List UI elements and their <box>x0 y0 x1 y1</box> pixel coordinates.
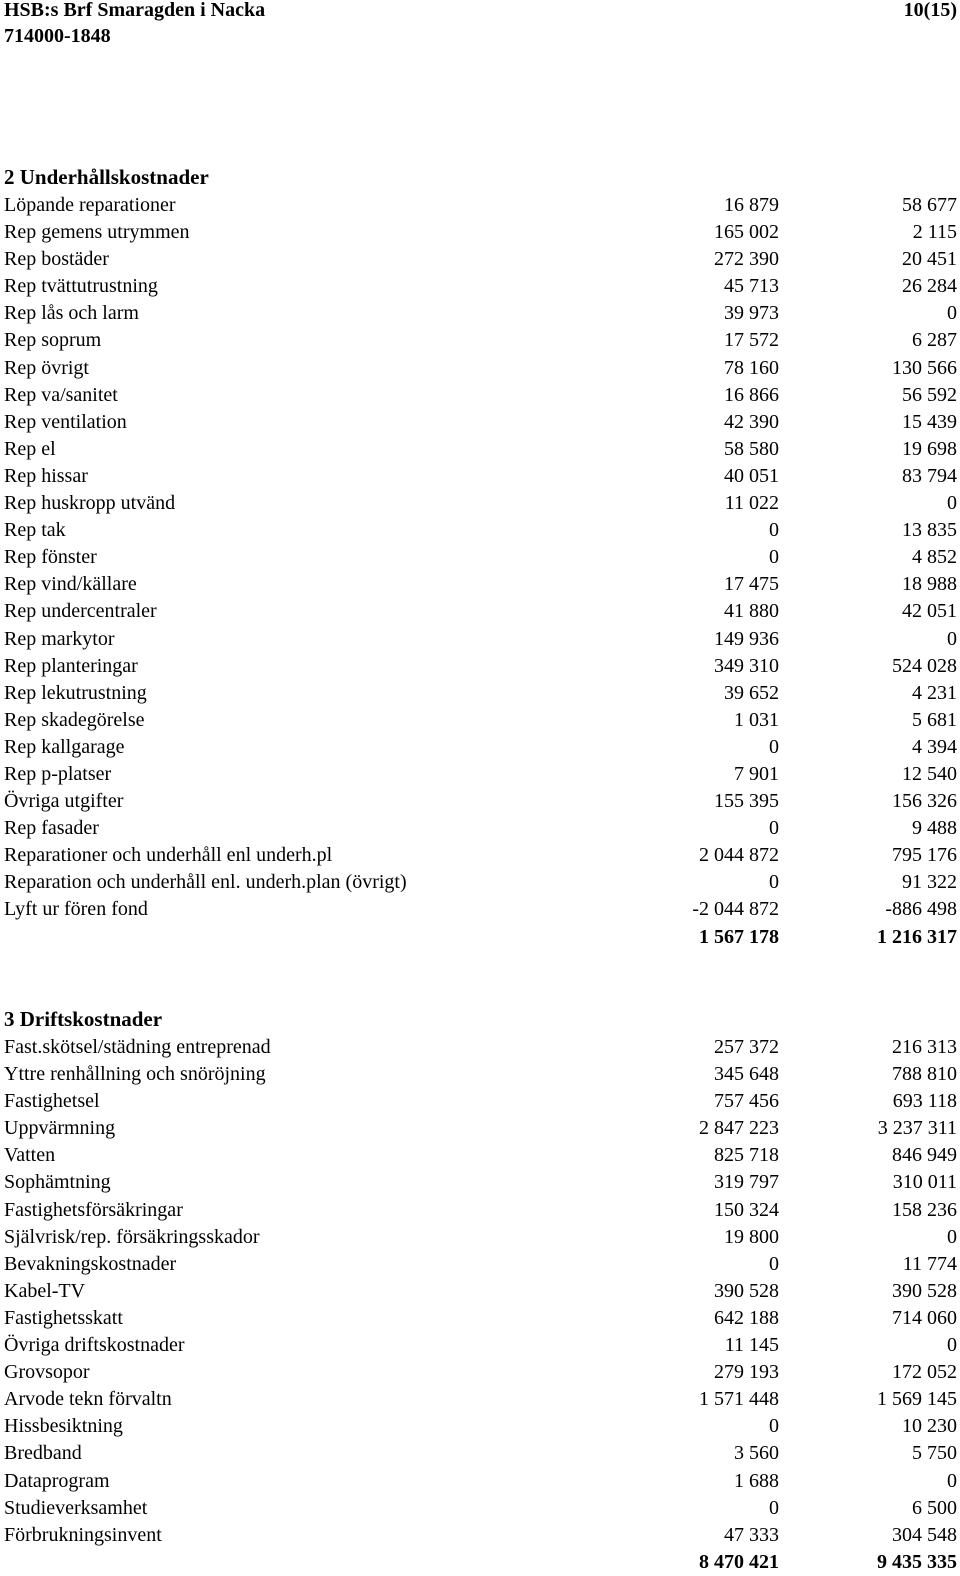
table-row <box>0 1088 960 1115</box>
current-year-value: 1 688 <box>734 1469 779 1492</box>
row-label: Självrisk/rep. försäkringsskador <box>4 1225 260 1248</box>
previous-year-value: 0 <box>947 1225 957 1248</box>
table-row <box>0 896 960 923</box>
previous-year-value: 42 051 <box>902 600 957 623</box>
row-label: Fastighetsel <box>4 1090 100 1113</box>
row-label: Rep huskropp utvänd <box>4 492 176 515</box>
table-row <box>0 571 960 598</box>
current-year-value: 45 713 <box>724 275 779 298</box>
previous-year-value: 5 750 <box>912 1442 957 1465</box>
previous-year-value: 58 677 <box>902 194 957 216</box>
row-label: Reparationer och underhåll enl underh.pl <box>4 844 333 867</box>
current-year-value: 345 648 <box>714 1063 779 1086</box>
previous-year-value: 0 <box>947 492 957 515</box>
previous-year-value: 3 237 311 <box>877 1117 957 1140</box>
table-row <box>0 517 960 544</box>
current-year-value: 42 390 <box>724 410 779 433</box>
previous-year-value: 846 949 <box>892 1144 957 1167</box>
table-row <box>0 1224 960 1251</box>
previous-year-value: 13 835 <box>902 519 957 542</box>
current-year-value: 150 324 <box>714 1198 779 1221</box>
previous-year-total: 9 435 335 <box>877 1550 957 1573</box>
previous-year-value: 390 528 <box>892 1279 957 1302</box>
operations-rows <box>0 1034 960 1576</box>
previous-year-value: 130 566 <box>892 356 957 379</box>
previous-year-value: 4 231 <box>912 681 957 704</box>
table-row <box>0 436 960 463</box>
row-label: Dataprogram <box>4 1469 110 1492</box>
table-row <box>0 355 960 382</box>
table-row <box>0 1413 960 1440</box>
current-year-value: -2 044 872 <box>692 898 779 921</box>
table-row <box>0 300 960 327</box>
row-label: Fast.skötsel/städning entreprenad <box>4 1036 271 1058</box>
row-label: Bevakningskostnader <box>4 1252 177 1275</box>
table-row <box>0 1468 960 1495</box>
operating-costs-section <box>0 1004 960 1576</box>
previous-year-value: 11 774 <box>902 1252 957 1275</box>
row-label: Yttre renhållning och snöröjning <box>4 1063 266 1086</box>
current-year-value: 78 160 <box>724 356 779 379</box>
row-label: Uppvärmning <box>4 1117 116 1140</box>
row-label: Rep lås och larm <box>4 302 139 325</box>
current-year-value: 41 880 <box>724 600 779 623</box>
table-row <box>0 219 960 246</box>
row-label: Kabel-TV <box>4 1279 86 1302</box>
previous-year-value: 9 488 <box>912 817 957 840</box>
current-year-value: 17 572 <box>724 329 779 352</box>
table-row <box>0 1440 960 1467</box>
previous-year-value: -886 498 <box>885 898 957 921</box>
table-row <box>0 246 960 273</box>
current-year-value: 47 333 <box>724 1523 779 1546</box>
row-label: Rep tak <box>4 519 66 542</box>
maintenance-rows <box>0 192 960 951</box>
previous-year-total: 1 216 317 <box>877 925 957 948</box>
table-row <box>0 788 960 815</box>
row-label: Sophämtning <box>4 1171 111 1194</box>
current-year-total: 8 470 421 <box>699 1550 779 1573</box>
row-label: Rep vind/källare <box>4 573 137 596</box>
current-year-value: 155 395 <box>714 790 779 813</box>
previous-year-value: 795 176 <box>892 844 957 867</box>
table-row <box>0 1142 960 1169</box>
table-row <box>0 869 960 896</box>
row-label: Rep fasader <box>4 817 99 840</box>
current-year-value: 0 <box>769 1252 779 1275</box>
previous-year-value: 158 236 <box>892 1198 957 1221</box>
current-year-total: 1 567 178 <box>699 925 779 948</box>
table-row <box>0 815 960 842</box>
table-row <box>0 463 960 490</box>
current-year-value: 1 031 <box>734 708 779 731</box>
row-label: Rep undercentraler <box>4 600 157 623</box>
table-row <box>0 680 960 707</box>
row-label: Fastighetsförsäkringar <box>4 1198 183 1221</box>
table-row <box>0 192 960 219</box>
current-year-value: 58 580 <box>724 437 779 460</box>
previous-year-value: 91 322 <box>902 871 957 894</box>
current-year-value: 7 901 <box>734 762 779 785</box>
table-row <box>0 761 960 788</box>
table-row <box>0 1034 960 1061</box>
current-year-value: 0 <box>769 519 779 542</box>
table-row <box>0 707 960 734</box>
table-row <box>0 842 960 869</box>
total-row <box>0 924 960 951</box>
current-year-value: 319 797 <box>714 1171 779 1194</box>
table-row <box>0 1061 960 1088</box>
current-year-value: 1 571 448 <box>699 1388 779 1411</box>
table-row <box>0 598 960 625</box>
current-year-value: 149 936 <box>714 627 779 650</box>
page-number: 10(15) <box>903 0 957 21</box>
table-row <box>0 626 960 653</box>
maintenance-costs-section <box>0 162 960 951</box>
previous-year-value: 6 500 <box>912 1496 957 1519</box>
table-row <box>0 382 960 409</box>
previous-year-value: 4 394 <box>912 735 957 758</box>
previous-year-value: 310 011 <box>892 1171 957 1194</box>
current-year-value: 825 718 <box>714 1144 779 1167</box>
table-row <box>0 1278 960 1305</box>
row-label: Rep hissar <box>4 464 88 487</box>
row-label: Studieverksamhet <box>4 1496 148 1519</box>
row-label: Rep el <box>4 437 56 460</box>
table-row <box>0 1305 960 1332</box>
row-label: Rep tvättutrustning <box>4 275 158 298</box>
current-year-value: 257 372 <box>714 1036 779 1058</box>
previous-year-value: 19 698 <box>902 437 957 460</box>
current-year-value: 0 <box>769 871 779 894</box>
organization-name: HSB:s Brf Smaragden i Nacka <box>4 0 266 21</box>
current-year-value: 11 145 <box>724 1334 779 1357</box>
current-year-value: 279 193 <box>714 1361 779 1384</box>
previous-year-value: 12 540 <box>902 762 957 785</box>
current-year-value: 2 847 223 <box>699 1117 779 1140</box>
current-year-value: 0 <box>769 1496 779 1519</box>
previous-year-value: 5 681 <box>912 708 957 731</box>
row-label: Övriga driftskostnader <box>4 1334 185 1357</box>
previous-year-value: 15 439 <box>902 410 957 433</box>
current-year-value: 16 866 <box>724 383 779 406</box>
table-row <box>0 1169 960 1196</box>
current-year-value: 349 310 <box>714 654 779 677</box>
previous-year-value: 156 326 <box>892 790 957 813</box>
section-title: 3 Driftskostnader <box>4 1007 163 1031</box>
current-year-value: 16 879 <box>724 194 779 216</box>
table-row <box>0 544 960 571</box>
current-year-value: 642 188 <box>714 1306 779 1329</box>
table-row <box>0 653 960 680</box>
current-year-value: 3 560 <box>734 1442 779 1465</box>
table-row <box>0 409 960 436</box>
row-label: Fastighetsskatt <box>4 1306 123 1329</box>
table-row <box>0 1115 960 1142</box>
row-label: Lyft ur fören fond <box>4 898 148 921</box>
current-year-value: 0 <box>769 817 779 840</box>
row-label: Rep skadegörelse <box>4 708 145 731</box>
row-label: Löpande reparationer <box>4 194 176 216</box>
row-label: Rep bostäder <box>4 248 109 271</box>
row-label: Vatten <box>4 1144 56 1167</box>
row-label: Övriga utgifter <box>4 790 124 813</box>
table-row <box>0 1359 960 1386</box>
table-row <box>0 1386 960 1413</box>
current-year-value: 39 973 <box>724 302 779 325</box>
previous-year-value: 83 794 <box>902 464 957 487</box>
previous-year-value: 216 313 <box>892 1036 957 1058</box>
previous-year-value: 10 230 <box>902 1415 957 1438</box>
row-label: Rep lekutrustning <box>4 681 147 704</box>
previous-year-value: 0 <box>947 302 957 325</box>
current-year-value: 0 <box>769 735 779 758</box>
current-year-value: 19 800 <box>724 1225 779 1248</box>
previous-year-value: 26 284 <box>902 275 957 298</box>
row-label: Bredband <box>4 1442 82 1465</box>
current-year-value: 40 051 <box>724 464 779 487</box>
previous-year-value: 56 592 <box>902 383 957 406</box>
table-row <box>0 1495 960 1522</box>
previous-year-value: 1 569 145 <box>877 1388 957 1411</box>
previous-year-value: 6 287 <box>912 329 957 352</box>
current-year-value: 2 044 872 <box>699 844 779 867</box>
previous-year-value: 172 052 <box>892 1361 957 1384</box>
current-year-value: 390 528 <box>714 1279 779 1302</box>
row-label: Reparation och underhåll enl. underh.plan (övrigt) <box>4 871 407 894</box>
row-label: Förbrukningsinvent <box>4 1523 162 1546</box>
current-year-value: 165 002 <box>714 221 779 244</box>
previous-year-value: 2 115 <box>912 221 957 244</box>
row-label: Rep markytor <box>4 627 115 650</box>
previous-year-value: 20 451 <box>902 248 957 271</box>
row-label: Hissbesiktning <box>4 1415 123 1438</box>
current-year-value: 11 022 <box>724 492 779 515</box>
table-row <box>0 734 960 761</box>
row-label: Rep soprum <box>4 329 102 352</box>
section-title: 2 Underhållskostnader <box>4 165 209 189</box>
current-year-value: 0 <box>769 1415 779 1438</box>
table-row <box>0 1251 960 1278</box>
table-row <box>0 490 960 517</box>
row-label: Rep planteringar <box>4 654 138 677</box>
table-row <box>0 1197 960 1224</box>
current-year-value: 757 456 <box>714 1090 779 1113</box>
row-label: Rep p-platser <box>4 762 112 785</box>
previous-year-value: 304 548 <box>892 1523 957 1546</box>
previous-year-value: 693 118 <box>892 1090 957 1113</box>
previous-year-value: 18 988 <box>902 573 957 596</box>
previous-year-value: 0 <box>947 627 957 650</box>
row-label: Arvode tekn förvaltn <box>4 1388 172 1411</box>
previous-year-value: 714 060 <box>892 1306 957 1329</box>
current-year-value: 0 <box>769 546 779 569</box>
previous-year-value: 788 810 <box>892 1063 957 1086</box>
row-label: Rep ventilation <box>4 410 127 433</box>
current-year-value: 272 390 <box>714 248 779 271</box>
row-label: Rep va/sanitet <box>4 383 118 406</box>
current-year-value: 39 652 <box>724 681 779 704</box>
organization-number: 714000-1848 <box>4 25 111 47</box>
row-label: Grovsopor <box>4 1361 90 1384</box>
previous-year-value: 524 028 <box>892 654 957 677</box>
previous-year-value: 4 852 <box>912 546 957 569</box>
previous-year-value: 0 <box>947 1469 957 1492</box>
table-row <box>0 273 960 300</box>
table-row <box>0 327 960 354</box>
current-year-value: 17 475 <box>724 573 779 596</box>
row-label: Rep övrigt <box>4 356 89 379</box>
row-label: Rep kallgarage <box>4 735 125 758</box>
row-label: Rep gemens utrymmen <box>4 221 190 244</box>
table-row <box>0 1332 960 1359</box>
table-row <box>0 1522 960 1549</box>
row-label: Rep fönster <box>4 546 97 569</box>
previous-year-value: 0 <box>947 1334 957 1357</box>
